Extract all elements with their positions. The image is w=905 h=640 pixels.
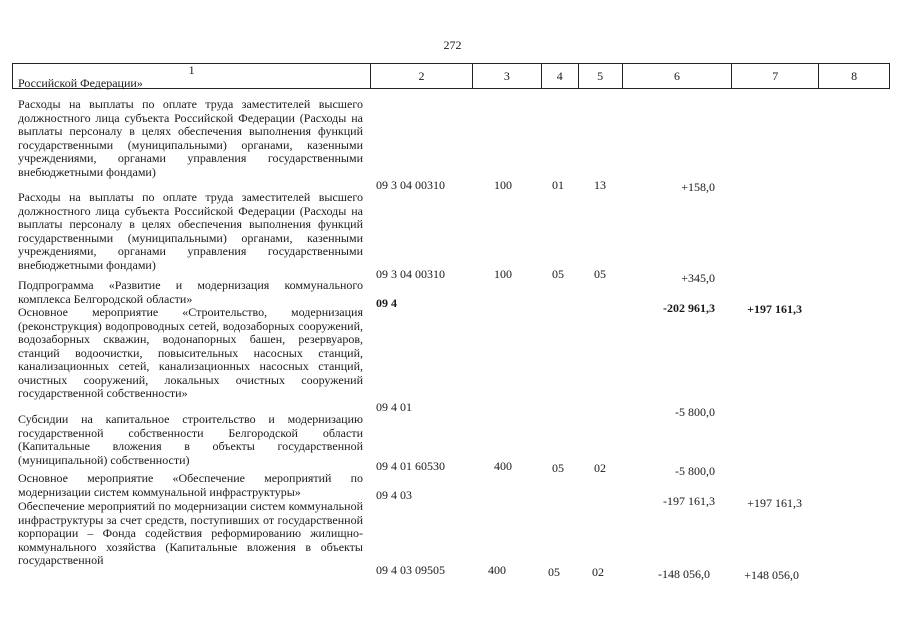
- row-code: 09 4 01: [376, 400, 412, 414]
- row-rz: 05: [552, 267, 564, 281]
- row-pr: 13: [594, 178, 606, 192]
- row-code: 09 4 03 09505: [376, 563, 445, 577]
- row-description: Обеспечение мероприятий по модернизации систем коммунальной инфраструктуры за счет средств, поступивших от государственной корпорации – Фонда содействия реформированию жилищно-коммунального хозяйства (Капитальные вложения в объекты государственной: [18, 499, 363, 567]
- row-code: 09 3 04 00310: [376, 178, 445, 192]
- row-description: Расходы на выплаты по оплате труда заместителей высшего должностного лица субъекта Российской Федерации (Расходы на выплаты персоналу в целях обеспечения выполнения функций государственными (муниципальными) органами, казенными учреждениями, органами управления государственными внебюджетными фондами): [18, 190, 363, 272]
- row-code: 09 4: [376, 296, 397, 310]
- header-col-2: 2: [371, 64, 473, 88]
- row-vr: 400: [494, 459, 512, 473]
- row-description: Основное мероприятие «Обеспечение мероприятий по модернизации систем коммунальной инфраструктуры»: [18, 471, 363, 499]
- header-col-1: 1: [13, 64, 371, 88]
- page-number: 272: [443, 38, 462, 52]
- row-col6: -5 800,0: [675, 405, 715, 419]
- row-pr: 02: [594, 461, 606, 475]
- row-col7: +148 056,0: [744, 568, 799, 582]
- row-vr: 100: [494, 178, 512, 192]
- row-description: Расходы на выплаты по оплате труда заместителей высшего должностного лица субъекта Российской Федерации (Расходы на выплаты персоналу в целях обеспечения выполнения функций государственными (муниципальными) органами, казенными учреждениями, органами управления государственными внебюджетными фондами): [18, 97, 363, 179]
- row-code: 09 4 01 60530: [376, 459, 445, 473]
- row-description: Субсидии на капитальное строительство и модернизацию государственной собственности Белгородской области (Капитальные вложения в объекты государственной (муниципальной) собственности): [18, 412, 363, 467]
- header-col-3: 3: [473, 64, 542, 88]
- row-code: 09 3 04 00310: [376, 267, 445, 281]
- row-col7: +197 161,3: [747, 302, 802, 316]
- row-col6: +158,0: [681, 180, 715, 194]
- row-col7: +197 161,3: [747, 496, 802, 510]
- row-pr: 02: [592, 565, 604, 579]
- row-description: Основное мероприятие «Строительство, модернизация (реконструкция) водопроводных сетей, водозаборных сооружений, водозаборных скважин, водонапорных башен, резервуаров, станций водоочистки, повысительных насосных станций, канализационных сетей, канализационных насосных станций, очистных сооружений, локальных очистных сооружений государственной собственности»: [18, 305, 363, 400]
- row-vr: 400: [488, 563, 506, 577]
- row-col6: -202 961,3: [663, 301, 715, 315]
- row-col6: -5 800,0: [675, 464, 715, 478]
- row-vr: 100: [494, 267, 512, 281]
- row-rz: 05: [552, 461, 564, 475]
- row-code: 09 4 03: [376, 488, 412, 502]
- table-header: [12, 63, 890, 89]
- header-col-5: 5: [579, 64, 623, 88]
- row-rz: 01: [552, 178, 564, 192]
- header-col-8: 8: [851, 69, 858, 83]
- row-pr: 05: [594, 267, 606, 281]
- continued-text: Российской Федерации»: [18, 76, 143, 90]
- row-rz: 05: [548, 565, 560, 579]
- header-col-7: 7: [732, 64, 819, 88]
- header-col-4: 4: [542, 64, 579, 88]
- header-col-6: 6: [623, 64, 733, 88]
- row-col6: -148 056,0: [658, 567, 710, 581]
- row-description: Подпрограмма «Развитие и модернизация коммунального комплекса Белгородской области»: [18, 278, 363, 306]
- row-col6: +345,0: [681, 271, 715, 285]
- row-col6: -197 161,3: [663, 494, 715, 508]
